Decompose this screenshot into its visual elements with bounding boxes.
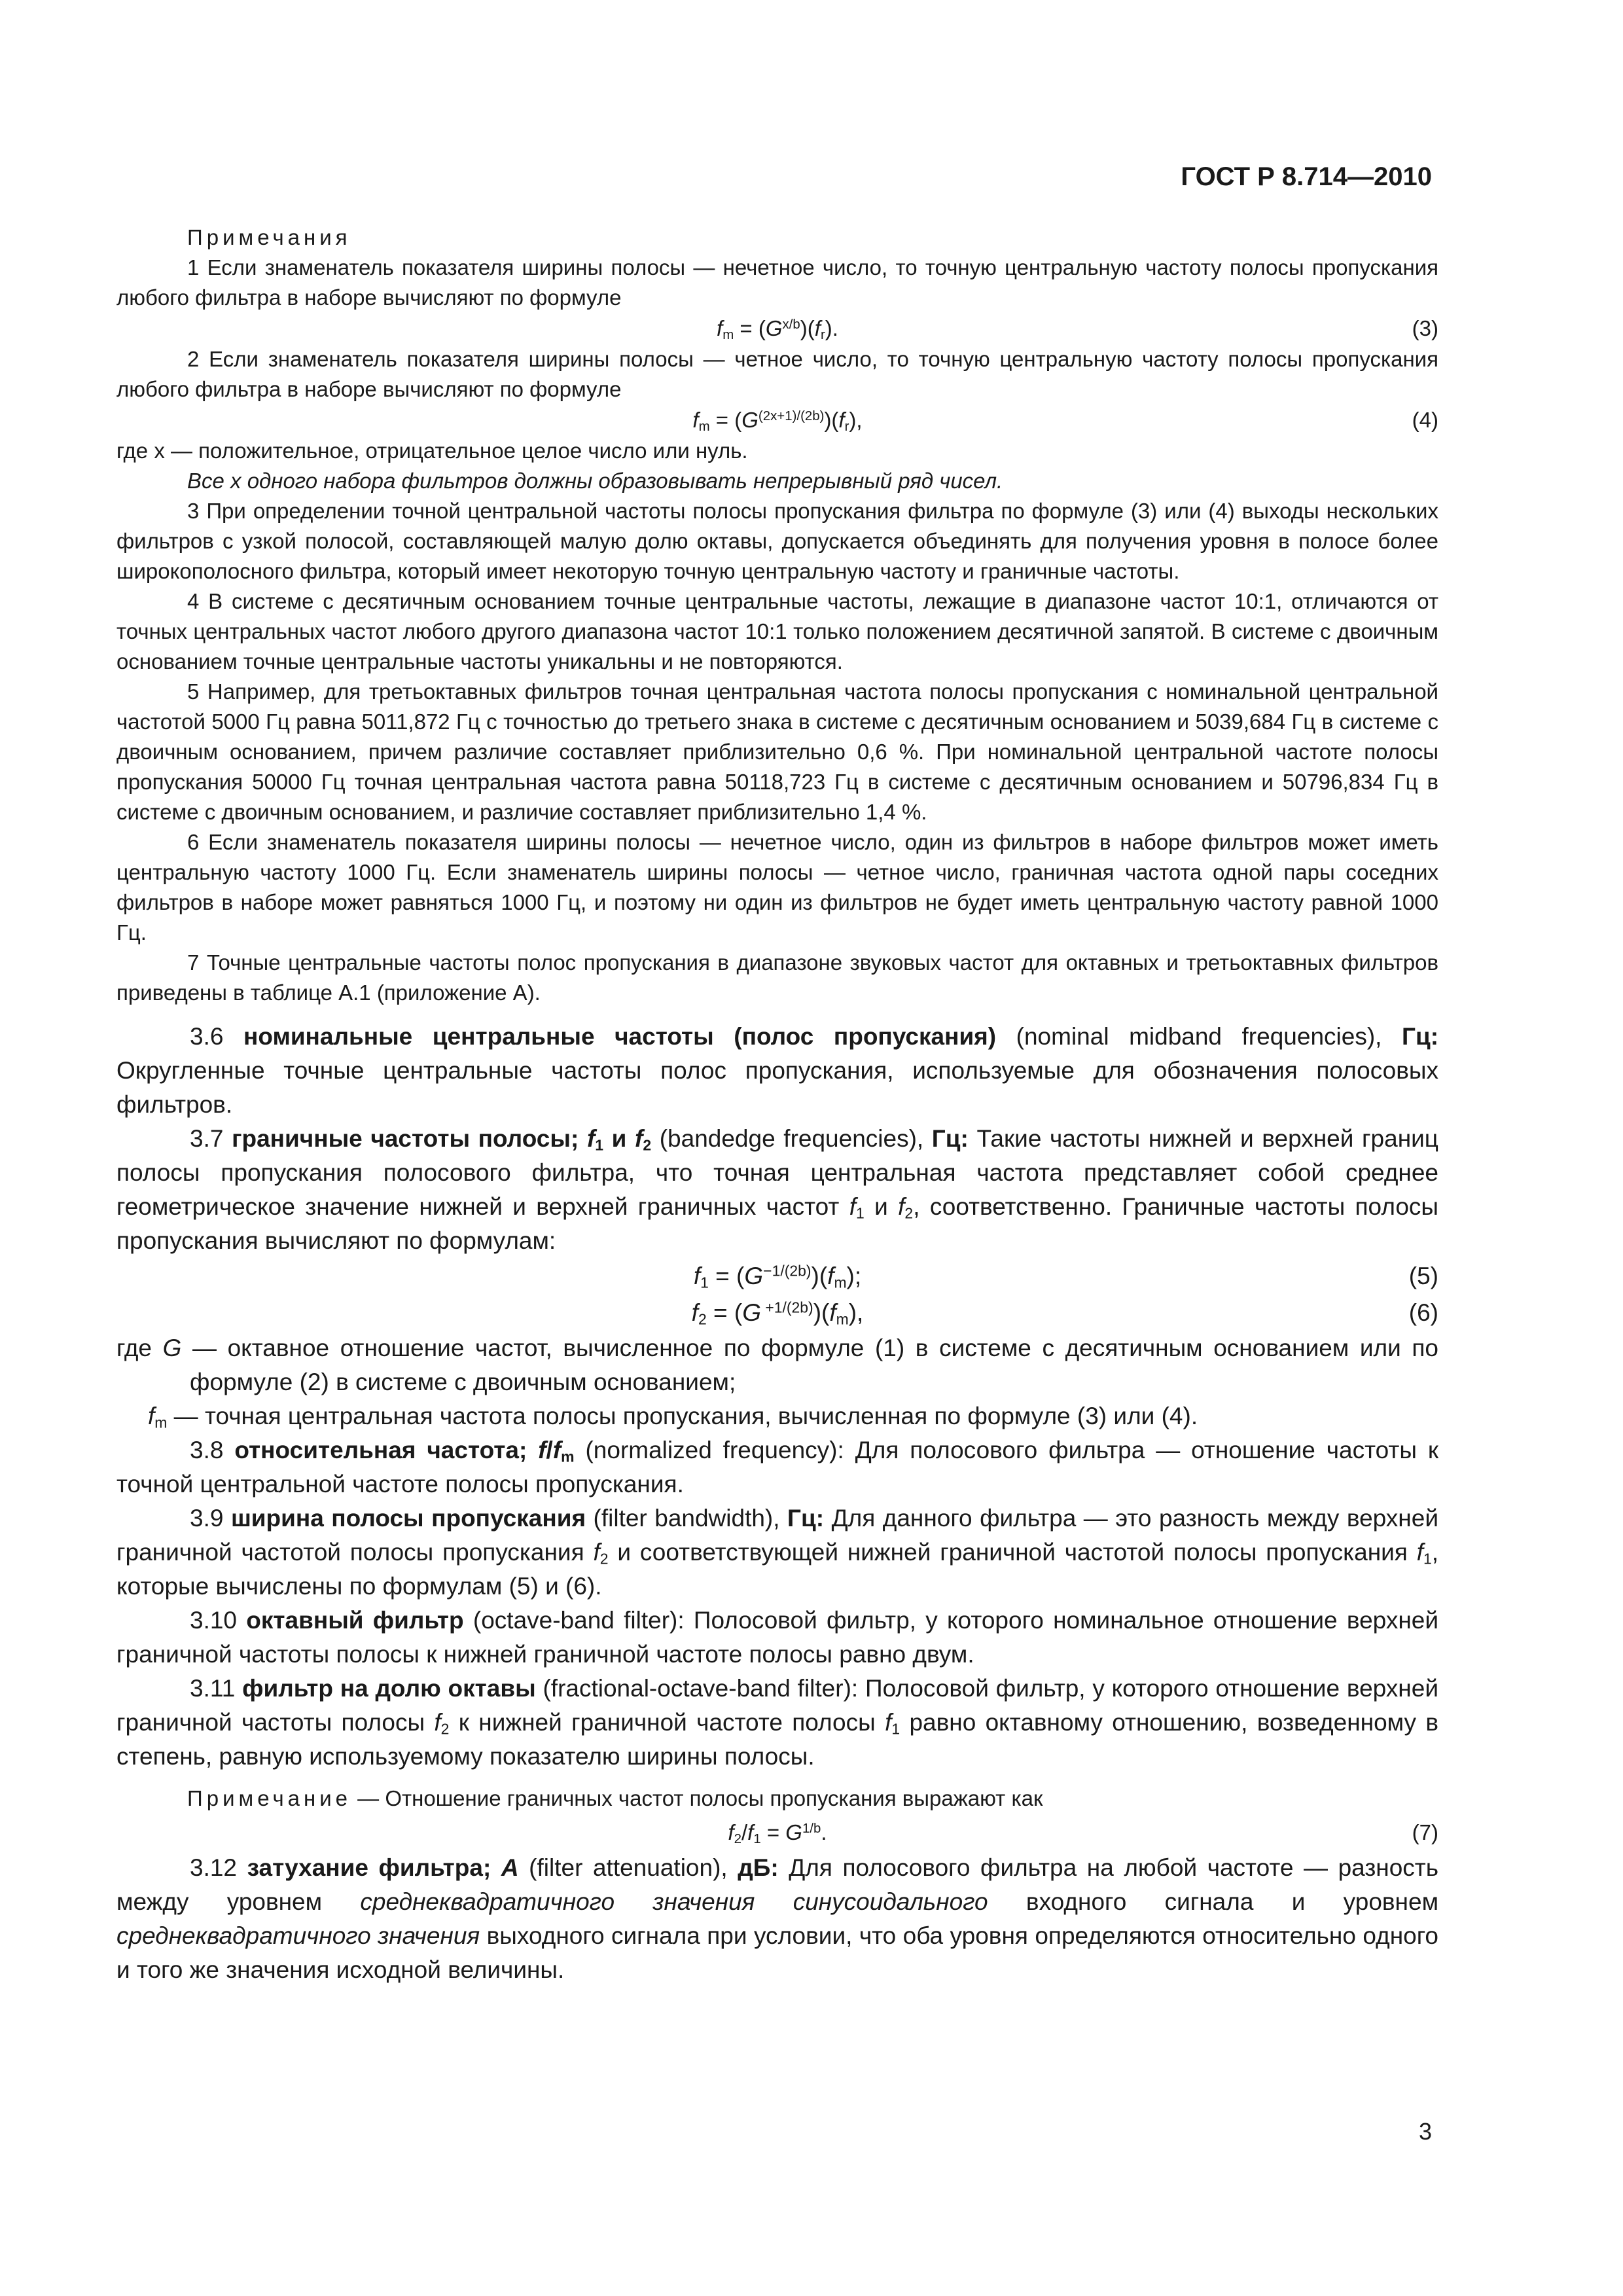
term: ширина полосы пропускания: [230, 1505, 586, 1532]
section-3-11: 3.11 фильтр на долю октавы (fractional-octave-band filter): Полосовой фильтр, у которого отношение верхней граничной частоты полосы $f_2$ к нижней граничной частоте полосы $f_1$ равно октавному отношению, возведенному в степень, равную используемому показателю ширины полосы.: [116, 1675, 1439, 1770]
formula-7-number: (7): [1412, 1820, 1438, 1844]
note-3: 3 При определении точной центральной частоты полосы пропускания фильтра по формуле (3) или (4) выходы нескольких фильтров с узкой полосой, составляющей малую долю октавы, допускается объединять для получения уровня в полосе более широкополосного фильтра, который имеет некоторую точную центральную частоту и граничные частоты.: [116, 499, 1438, 583]
formula-7-expr: $f_2/f_1 = G^{1/b}$.: [728, 1820, 827, 1847]
definition-part-a: Такие частоты нижней и верхней границ полосы пропускания полосового фильтра, что точная центральная частота представляет собой среднее геометрическое значение нижней и верхней граничных частот: [116, 1125, 1438, 1220]
term-symbols: $f/f_m$: [538, 1437, 575, 1465]
term-english: (fractional-octave-band filter):: [535, 1675, 865, 1702]
note-label: Примечание: [187, 1786, 352, 1810]
where-g-text: — октавное отношение частот, вычисленное по формуле (1) в системе с десятичным основанием или по формуле (2) в системе с двоичным основанием;: [181, 1335, 1438, 1395]
formula-5-number: (5): [1408, 1263, 1438, 1289]
term: затухание фильтра;: [247, 1854, 491, 1881]
formula-6-number: (6): [1408, 1299, 1438, 1326]
document-id: ГОСТ Р 8.714—2010: [1181, 162, 1432, 191]
term-english: (nominal midband frequencies),: [996, 1023, 1402, 1050]
note-4: 4 В системе с десятичным основанием точные центральные частоты, лежащие в диапазоне частот 10:1, отличаются от точных центральных частот любого другого диапазона частот 10:1 только положением десятичной запятой. В системе с двоичным основанием точные центральные частоты уникальны и не повторяются.: [116, 589, 1438, 673]
formula-3-number: (3): [1412, 316, 1438, 340]
page-number: 3: [1418, 2118, 1432, 2145]
formula-3: [116, 313, 1438, 344]
note-7: 7 Точные центральные частоты полос пропускания в диапазоне звуковых частот для октавных и третьоктавных фильтров приведены в таблице А.1 (приложение А).: [116, 950, 1438, 1005]
where-fm-text: — точная центральная частота полосы пропускания, вычисленная по формуле (3) или (4).: [167, 1403, 1198, 1429]
section-3-6: [116, 1020, 1438, 1122]
section-3-10: [116, 1604, 1438, 1672]
note-6: 6 Если знаменатель показателя ширины полосы — нечетное число, один из фильтров в наборе фильтров может иметь центральную частоту 1000 Гц. Если знаменатель ширины полосы — четное число, граничная частота одной пары соседних фильтров в наборе может равняться 1000 Гц, и поэтому ни один из фильтров не будет иметь центральную частоту равной 1000 Гц.: [116, 830, 1438, 944]
term-english: (filter bandwidth),: [586, 1505, 788, 1532]
note-5: 5 Например, для третьоктавных фильтров точная центральная частота полосы пропускания с номинальной центральной частотой 5000 Гц равна 5011,872 Гц с точностью до третьего знака в системе с десятичным основанием и 5039,684 Гц в системе с двоичным основанием, причем различие составляет приблизительно 0,6 %. При номинальной центральной частоте полосы пропускания 50000 Гц точная центральная частота равна 50118,723 Гц в системе с десятичным основанием и 50796,834 Гц в системе с двоичным основанием, и различие составляет приблизительно 1,4 %.: [116, 679, 1438, 824]
section-number: 3.8: [190, 1437, 224, 1463]
term: относительная частота;: [234, 1437, 527, 1463]
term-symbols: $f_1$ и $f_2$: [586, 1125, 652, 1154]
term: фильтр на долю октавы: [242, 1675, 536, 1702]
term-english: (octave-band filter):: [463, 1607, 694, 1634]
definition-part-a: Полосовой фильтр, у которого отношение верхней граничной частоты полосы: [116, 1675, 1438, 1736]
definition: Округленные точные центральные частоты полос пропускания, используемые для обозначения полосовых фильтров.: [116, 1057, 1438, 1118]
formula-7: [116, 1814, 1438, 1851]
formula-5: [116, 1258, 1438, 1295]
definitions-block: [116, 1020, 1438, 1987]
term: номинальные центральные частоты (полос пропускания): [243, 1023, 997, 1050]
note-2: 2 Если знаменатель показателя ширины полосы — четное число, то точную центральную частоту полосы пропускания любого фильтра в наборе вычисляют по формуле: [116, 347, 1438, 401]
definition-part-e: выходного сигнала при условии, что оба уровня определяются относительно одного и того же значения исходной величины.: [116, 1922, 1438, 1983]
unit: Гц:: [787, 1505, 825, 1532]
all-x-note: Все x одного набора фильтров должны образовывать непрерывный ряд чисел.: [187, 469, 1003, 493]
formula-4-number: (4): [1412, 408, 1438, 432]
definition-part-c: , которые вычислены по формулам (5) и (6).: [116, 1539, 1438, 1600]
section-3-8: [116, 1433, 1438, 1501]
definition-part-b: , соответственно. Граничные частоты полосы пропускания вычисляют по формулам:: [116, 1193, 1438, 1254]
section-number: 3.10: [190, 1607, 238, 1634]
section-3-12: [116, 1851, 1438, 1987]
definition-part-b: к нижней граничной частоте полосы: [449, 1709, 885, 1736]
definition: Для полосового фильтра — отношение частоты к точной центральной частоте полосы пропускания.: [116, 1437, 1439, 1498]
definition-part-a: Для полосового фильтра на любой частоте — разность между уровнем: [116, 1854, 1439, 1915]
unit: дБ:: [738, 1854, 779, 1881]
definition-part-d: среднеквадратичного значения: [116, 1922, 480, 1949]
formula-3-expr: $f_m = (G^{x/b})(f_r)$.: [717, 316, 838, 343]
definition-part-b: среднеквадратичного значения синусоидального: [360, 1888, 988, 1915]
definition-part-c: равно октавному отношению, возведенному в степень, равную используемому показателю ширины полосы.: [116, 1709, 1439, 1770]
section-3-9: 3.9 ширина полосы пропускания (filter bandwidth), Гц: Для данного фильтра — это разность между верхней граничной частотой полосы пропускания $f_2$ и соответствующей нижней граничной частотой полосы пропускания $f_1$, которые вычислены по формулам (5) и (6).: [116, 1505, 1438, 1600]
section-number: 3.7: [190, 1125, 224, 1152]
where-x: где x — положительное, отрицательное целое число или нуль.: [116, 439, 748, 463]
definition-part-c: входного сигнала и уровнем: [988, 1888, 1439, 1915]
notes-title: Примечания: [187, 225, 351, 249]
formula-4: [116, 404, 1438, 436]
definition: Полосовой фильтр, у которого номинальное отношение верхней граничной частоты полосы к нижней граничной частоте полосы равно двум.: [116, 1607, 1439, 1668]
term-english: (normalized frequency):: [574, 1437, 855, 1463]
section-number: 3.6: [190, 1023, 224, 1050]
note-1: 1 Если знаменатель показателя ширины полосы — нечетное число, то точную центральную частоту полосы пропускания любого фильтра в наборе вычисляют по формуле: [116, 255, 1438, 310]
term-symbols: A: [501, 1854, 519, 1881]
term-english: (bandedge frequencies),: [651, 1125, 932, 1152]
unit: Гц:: [1401, 1023, 1439, 1050]
formula-4-expr: $f_m = (G^{(2x+1)/(2b)})(f_r)$,: [692, 408, 863, 435]
term-english: (filter attenuation),: [518, 1854, 738, 1881]
section-number: 3.12: [190, 1854, 238, 1881]
notes-block: [116, 223, 1438, 1008]
where-fm: $f_m$ — точная центральная частота полосы пропускания, вычисленная по формуле (3) или (4).: [148, 1403, 1198, 1431]
definition-part-b: и соответствующей нижней граничной частотой полосы пропускания: [608, 1539, 1417, 1566]
formula-5-expr: $f_1 = (G^{-1/(2b)})(f_m)$;: [693, 1262, 862, 1291]
where-g: где G — октавное отношение частот, вычисленное по формуле (1) в системе с десятичным основанием или по формуле (2) в системе с двоичным основанием;: [116, 1335, 1438, 1395]
unit: Гц:: [931, 1125, 969, 1152]
term: граничные частоты полосы;: [232, 1125, 579, 1152]
section-number: 3.11: [190, 1675, 236, 1702]
term: октавный фильтр: [246, 1607, 464, 1634]
note-text: — Отношение граничных частот полосы пропускания выражают как: [351, 1786, 1043, 1810]
section-number: 3.9: [190, 1505, 224, 1532]
definition-part-a: Для данного фильтра — это разность между верхней граничной частотой полосы пропускания: [116, 1505, 1438, 1566]
note-3-11: [116, 1783, 1438, 1814]
formula-6: [116, 1295, 1438, 1331]
section-3-7: 3.7 граничные частоты полосы; $f_1$ и $f_2$ (bandedge frequencies), Гц: Такие частоты нижней и верхней границ полосы пропускания полосового фильтра, что точная центральная частота представляет собой среднее геометрическое значение нижней и верхней граничных частот $f_1$ и $f_2$, соответственно. Граничные частоты полосы пропускания вычисляют по формулам:: [116, 1125, 1438, 1254]
page-content: [116, 223, 1438, 1987]
formula-6-expr: $f_2 = (G$ $^{+1/(2b)})(f_m)$,: [691, 1299, 864, 1328]
